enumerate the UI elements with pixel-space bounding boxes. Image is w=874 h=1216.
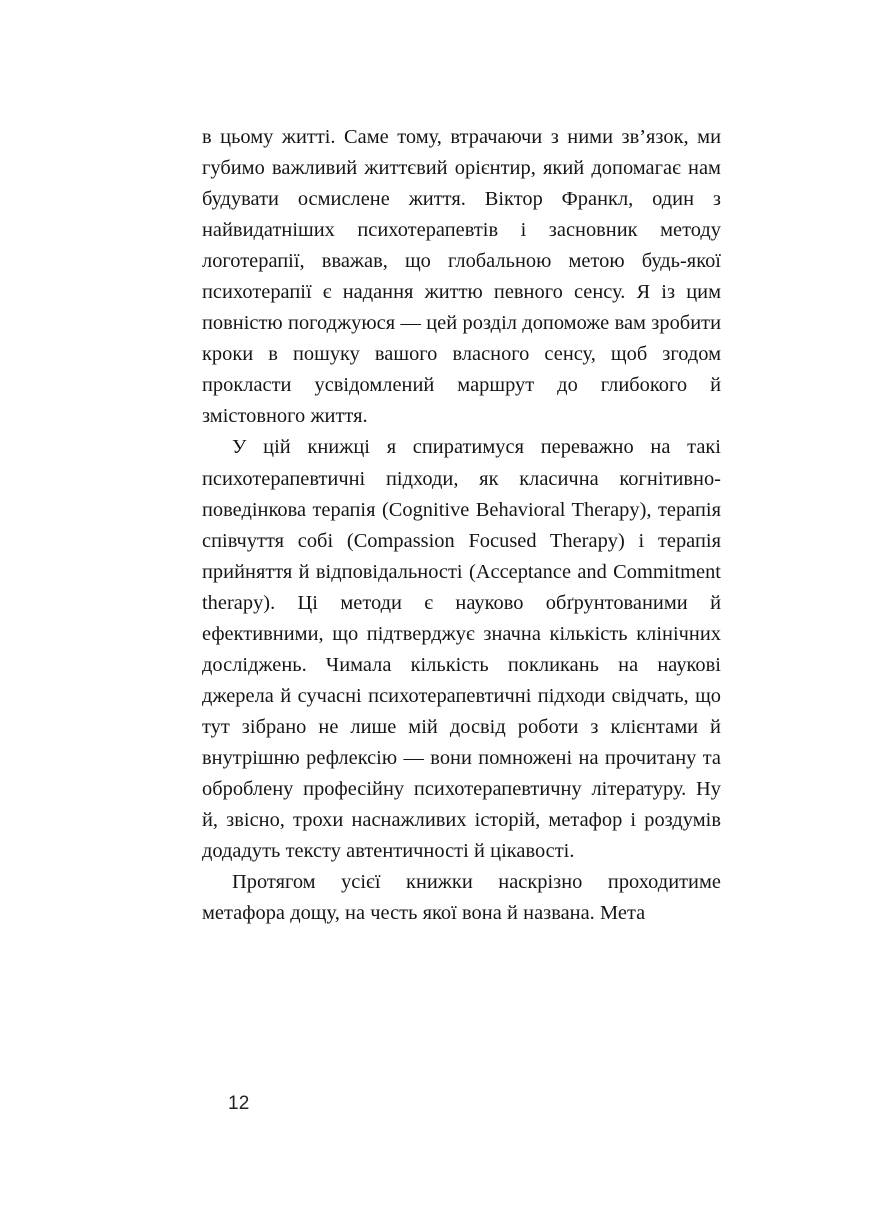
- text-column: [202, 122, 721, 929]
- paragraph-rain-metaphor: Протягом усієї книжки наскрізно проходитиме метафора дощу, на честь якої вона й названа. Мета: [202, 871, 721, 925]
- page-number: 12: [228, 1093, 250, 1114]
- paragraph-continuation: в цьому житті. Саме тому, втрачаючи з ними зв’язок, ми губимо важливий життєвий орієнтир, який допомагає нам будувати осмислене життя. Віктор Франкл, один з найвидатніших психотерапевтів і засновник методу логотерапії, вважав, що глобальною метою будь-якої психотерапії є надання життю певного сенсу. Я із цим повністю погоджуюся — цей розділ допоможе вам зробити кроки в пошуку вашого власного сенсу, щоб згодом прокласти усвідомлений маршрут до глибокого й змістовного життя.: [202, 126, 721, 428]
- paragraph-approaches: У цій книжці я спиратимуся переважно на такі психотерапевтичні підходи, як класична когнітивно-поведінкова терапія (Cognitive Behavioral Therapy), терапія співчуття собі (Compassion Focused Therapy) і терапія прийняття й відповідальності (Acceptance and Commitment therapy). Ці методи є науково обґрунтованими й ефективними, що підтверджує значна кількість клінічних досліджень. Чимала кількість покликань на наукові джерела й сучасні психотерапевтичні підходи свідчать, що тут зібрано не лише мій досвід роботи з клієнтами й внутрішню рефлексію — вони помножені на прочитану та оброблену професійну психотерапевтичну літературу. Ну й, звісно, трохи наснажливих історій, метафор і роздумів додадуть тексту автентичності й цікавості.: [202, 436, 721, 863]
